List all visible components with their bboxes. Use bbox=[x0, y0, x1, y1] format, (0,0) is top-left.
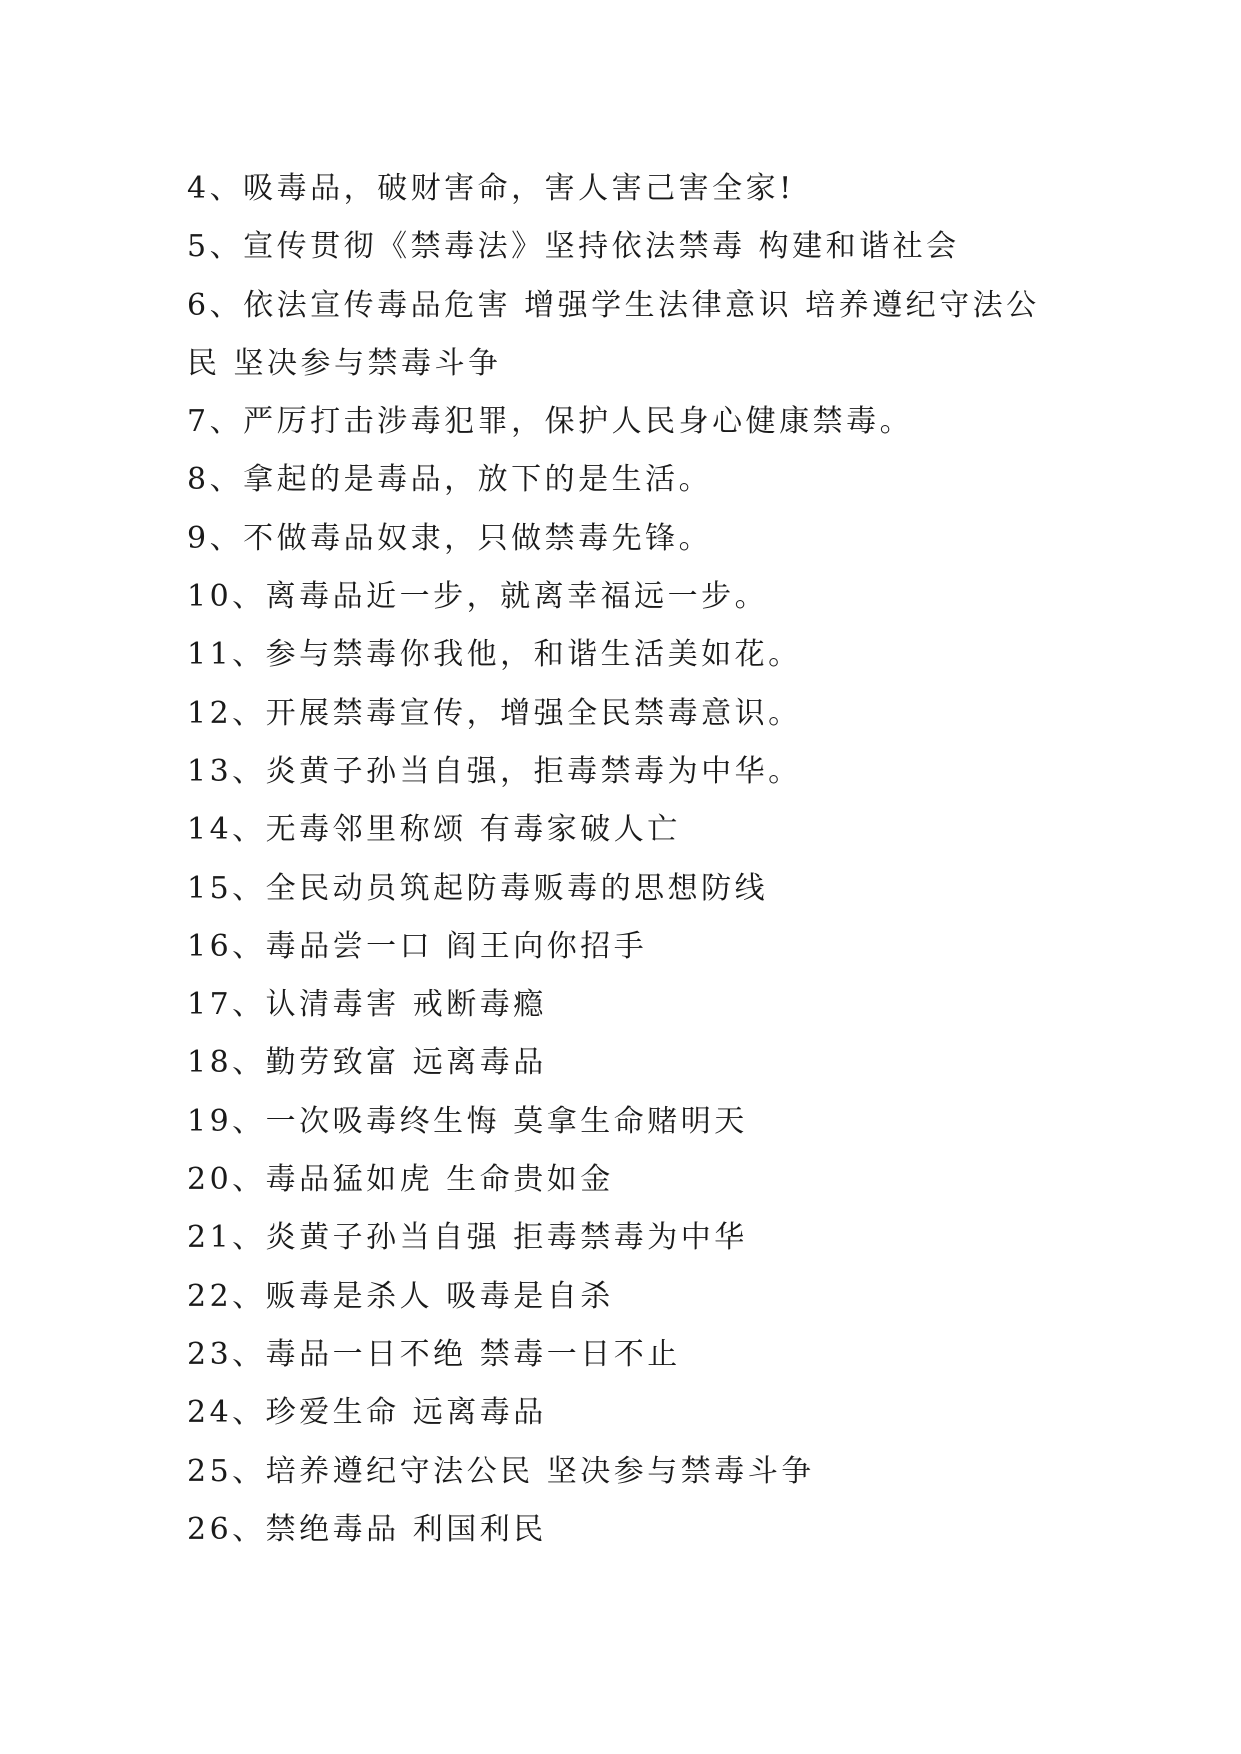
slogan-line: 13、炎黄子孙当自强，拒毒禁毒为中华。 bbox=[187, 753, 802, 789]
slogan-line: 25、培养遵纪守法公民 坚决参与禁毒斗争 bbox=[187, 1453, 815, 1489]
slogan-line: 12、开展禁毒宣传，增强全民禁毒意识。 bbox=[187, 695, 802, 731]
slogan-line: 10、离毒品近一步，就离幸福远一步。 bbox=[187, 579, 769, 615]
slogan-line: 11、参与禁毒你我他，和谐生活美如花。 bbox=[187, 637, 802, 673]
slogan-line: 21、炎黄子孙当自强 拒毒禁毒为中华 bbox=[187, 1220, 748, 1256]
slogan-line: 6、依法宣传毒品危害 增强学生法律意识 培养遵纪守法公 bbox=[187, 287, 1040, 323]
slogan-line: 7、严厉打击涉毒犯罪，保护人民身心健康禁毒。 bbox=[187, 404, 914, 440]
slogan-line: 22、贩毒是杀人 吸毒是自杀 bbox=[187, 1278, 614, 1314]
slogan-line-continuation: 民 坚决参与禁毒斗争 bbox=[187, 345, 502, 381]
slogan-line: 14、无毒邻里称颂 有毒家破人亡 bbox=[187, 812, 681, 848]
slogan-line: 23、毒品一日不绝 禁毒一日不止 bbox=[187, 1336, 681, 1372]
slogan-line: 26、禁绝毒品 利国利民 bbox=[187, 1511, 547, 1547]
slogan-line: 24、珍爱生命 远离毒品 bbox=[187, 1395, 547, 1431]
slogan-line: 17、认清毒害 戒断毒瘾 bbox=[187, 987, 547, 1023]
slogan-line: 8、拿起的是毒品，放下的是生活。 bbox=[187, 462, 713, 498]
slogan-line: 18、勤劳致富 远离毒品 bbox=[187, 1045, 547, 1081]
slogan-line: 20、毒品猛如虎 生命贵如金 bbox=[187, 1162, 614, 1198]
slogan-line: 19、一次吸毒终生悔 莫拿生命赌明天 bbox=[187, 1103, 748, 1139]
slogan-line: 16、毒品尝一口 阎王向你招手 bbox=[187, 928, 648, 964]
slogan-list bbox=[187, 160, 1057, 1559]
slogan-line: 5、宣传贯彻《禁毒法》坚持依法禁毒 构建和谐社会 bbox=[187, 229, 960, 265]
slogan-line: 9、不做毒品奴隶，只做禁毒先锋。 bbox=[187, 520, 713, 556]
slogan-line: 4、吸毒品，破财害命，害人害己害全家! bbox=[187, 171, 795, 206]
slogan-line: 15、全民动员筑起防毒贩毒的思想防线 bbox=[187, 870, 769, 906]
